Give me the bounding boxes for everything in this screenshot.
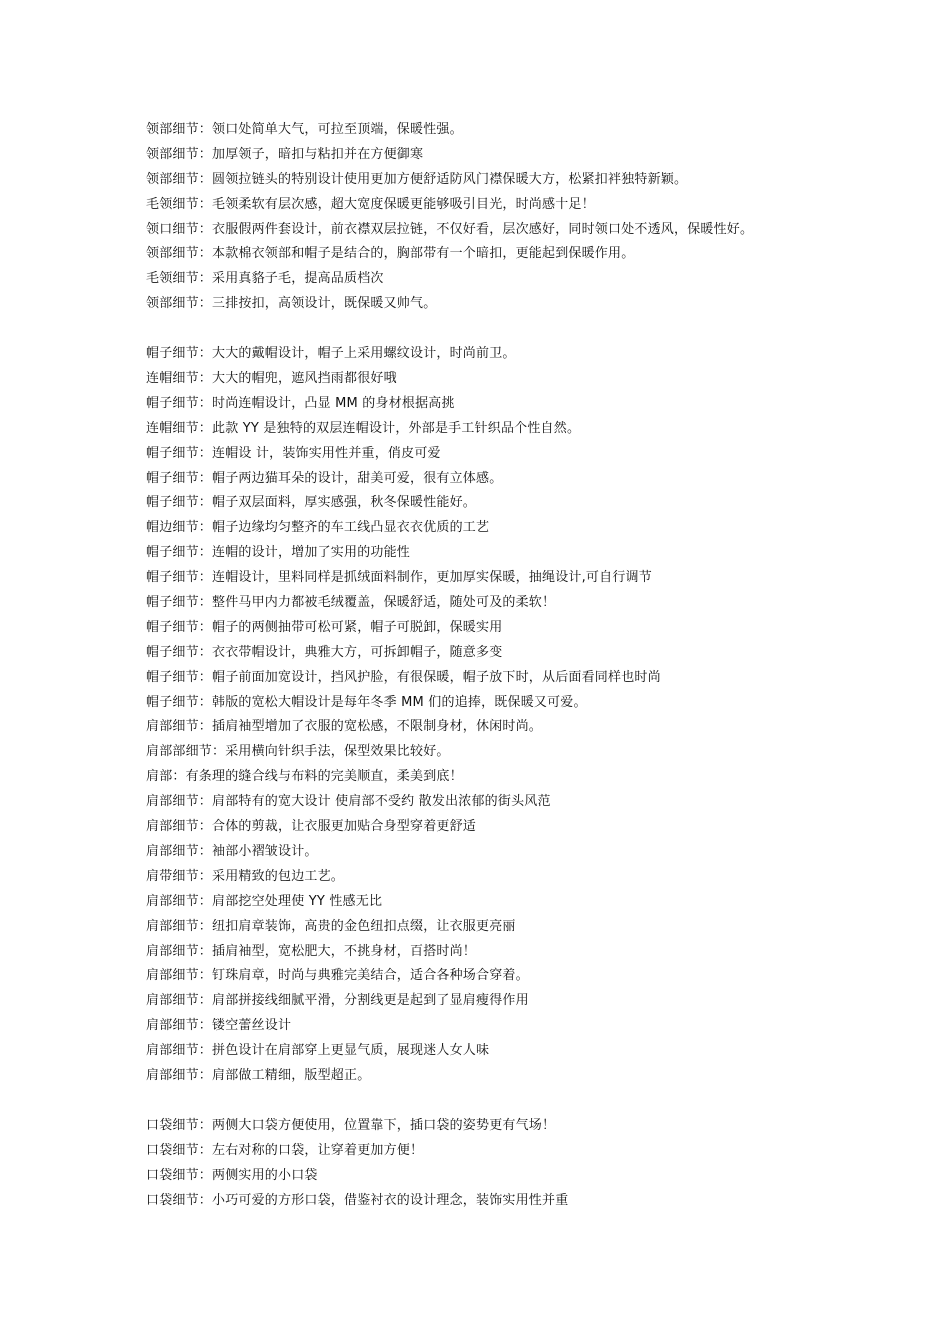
text-line: 肩部细节：肩部拼接线细腻平滑，分割线更是起到了显肩瘦得作用 xyxy=(146,993,529,1009)
text-line: 帽子细节：连帽的设计，增加了实用的功能性 xyxy=(146,545,411,561)
text-line: 口袋细节：两侧大口袋方便使用，位置靠下，插口袋的姿势更有气场！ xyxy=(146,1117,556,1133)
section-pocket xyxy=(146,1114,846,1214)
text-line: 帽子细节：韩版的宽松大帽设计是每年冬季 MM 们的追捧，既保暖又可爱。 xyxy=(146,694,587,710)
text-line: 肩部细节：肩部特有的宽大设计 使肩部不受约 散发出浓郁的街头风范 xyxy=(146,794,551,810)
section-hood-shoulder xyxy=(146,342,846,1089)
text-line: 肩部细节：肩部做工精细，版型超正。 xyxy=(146,1067,371,1083)
text-line: 肩部：有条理的缝合线与布料的完美顺直，柔美到底！ xyxy=(146,769,463,785)
text-line: 帽子细节：帽子前面加宽设计，挡风护脸，有很保暖，帽子放下时，从后面看同样也时尚 xyxy=(146,669,661,685)
text-line: 连帽细节：此款 YY 是独特的双层连帽设计，外部是手工针织品个性自然。 xyxy=(146,420,581,436)
text-line: 肩带细节：采用精致的包边工艺。 xyxy=(146,868,345,884)
text-line: 口袋细节：左右对称的口袋，让穿着更加方便！ xyxy=(146,1142,424,1158)
text-line: 帽子细节：大大的戴帽设计，帽子上采用螺纹设计，时尚前卫。 xyxy=(146,346,516,362)
text-line: 口袋细节：两侧实用的小口袋 xyxy=(146,1167,318,1183)
text-line: 帽子细节：帽子双层面料，厚实感强，秋冬保暖性能好。 xyxy=(146,495,477,511)
text-line: 领部细节：圆领拉链头的特别设计使用更加方便舒适防风门襟保暖大方，松紧扣袢独特新颖。 xyxy=(146,171,688,187)
text-line: 肩部细节：拼色设计在肩部穿上更显气质，展现迷人女人味 xyxy=(146,1043,490,1059)
text-line: 肩部细节：肩部挖空处理使 YY 性感无比 xyxy=(146,893,383,909)
text-line: 肩部细节：镂空蕾丝设计 xyxy=(146,1018,292,1034)
text-line: 帽边细节：帽子边缘均匀整齐的车工线凸显衣衣优质的工艺 xyxy=(146,520,490,536)
text-line: 口袋细节：小巧可爱的方形口袋，借鉴衬衣的设计理念，装饰实用性并重 xyxy=(146,1192,569,1208)
text-line: 肩部细节：插肩袖型增加了衣服的宽松感，不限制身材，休闲时尚。 xyxy=(146,719,543,735)
text-line: 肩部细节：钉珠肩章，时尚与典雅完美结合，适合各种场合穿着。 xyxy=(146,968,529,984)
text-line: 肩部细节：合体的剪裁，让衣服更加贴合身型穿着更舒适 xyxy=(146,819,477,835)
text-line: 领部细节：本款棉衣领部和帽子是结合的，胸部带有一个暗扣，更能起到保暖作用。 xyxy=(146,246,635,262)
text-line: 毛领细节：采用真貉子毛，提高品质档次 xyxy=(146,271,384,287)
text-line: 毛领细节：毛领柔软有层次感，超大宽度保暖更能够吸引目光，时尚感十足！ xyxy=(146,196,595,212)
text-line: 帽子细节：帽子的两侧抽带可松可紧，帽子可脱卸，保暖实用 xyxy=(146,619,503,635)
text-line: 帽子细节：时尚连帽设计，凸显 MM 的身材根据高挑 xyxy=(146,395,455,411)
text-line: 领部细节：三排按扣，高领设计，既保暖又帅气。 xyxy=(146,296,437,312)
text-line: 肩部细节：插肩袖型，宽松肥大，不挑身材，百搭时尚！ xyxy=(146,943,477,959)
text-line: 领部细节：加厚领子，暗扣与粘扣并在方便御寒 xyxy=(146,146,424,162)
text-line: 连帽细节：大大的帽兜，遮风挡雨都很好哦 xyxy=(146,371,397,387)
text-line: 肩部细节：纽扣肩章装饰，高贵的金色纽扣点缀，让衣服更亮丽 xyxy=(146,918,516,934)
text-line: 帽子细节：连帽设计，里料同样是抓绒面料制作，更加厚实保暖，抽绳设计,可自行调节 xyxy=(146,570,652,586)
section-collar xyxy=(146,118,846,317)
text-line: 领部细节：领口处简单大气，可拉至顶端，保暖性强。 xyxy=(146,122,463,137)
text-line: 帽子细节：连帽设 计，装饰实用性并重，俏皮可爱 xyxy=(146,445,441,461)
text-line: 帽子细节：整件马甲内力都被毛绒覆盖，保暖舒适，随处可及的柔软！ xyxy=(146,595,556,611)
text-line: 领口细节：衣服假两件套设计，前衣襟双层拉链，不仅好看，层次感好，同时领口处不透风，保暖性好。 xyxy=(146,221,754,237)
text-line: 帽子细节：帽子两边猫耳朵的设计，甜美可爱，很有立体感。 xyxy=(146,470,503,486)
document-body xyxy=(146,118,846,1213)
text-line: 肩部部细节：采用横向针织手法，保型效果比较好。 xyxy=(146,744,450,760)
text-line: 肩部细节：袖部小褶皱设计。 xyxy=(146,843,318,859)
text-line: 帽子细节：衣衣带帽设计，典雅大方，可拆卸帽子，随意多变 xyxy=(146,644,503,660)
